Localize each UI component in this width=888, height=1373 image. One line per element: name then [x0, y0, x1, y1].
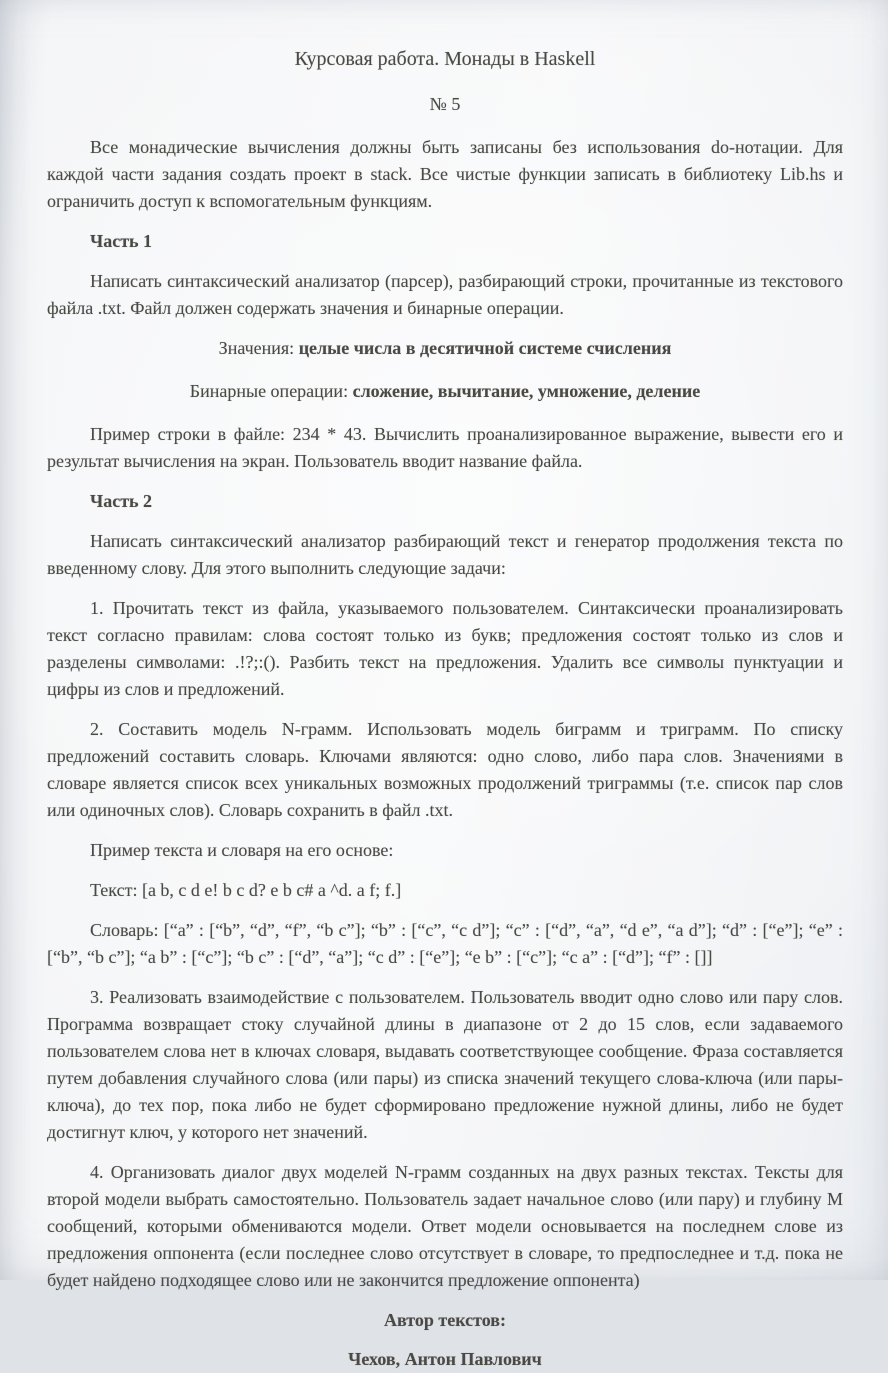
- values-text: целые числа в десятичной системе счисления: [299, 338, 672, 358]
- part2-heading: Часть 2: [47, 488, 843, 515]
- values-line: [47, 335, 843, 362]
- part1-example-paragraph: Пример строки в файле: 234 * 43. Вычислить проанализированное выражение, вывести его и результат вычисления на экран. Пользователь вводит название файла.: [47, 421, 843, 475]
- operations-label: Бинарные операции:: [190, 381, 348, 401]
- part1-task-paragraph: Написать синтаксический анализатор (парсер), разбирающий строки, прочитанные из текстового файла .txt. Файл должен содержать значения и бинарные операции.: [47, 268, 843, 322]
- example-dictionary-paragraph: Словарь: [“a” : [“b”, “d”, “f”, “b c”]; “b” : [“c”, “c d”]; “c” : [“d”, “a”, “d e”, “a d”]; “d” : [“e”]; “e” : [“b”, “b c”]; “a b” : [“c”]; “b c” : [“d”, “a”]; “c d” : [“e”]; “e b” : [“c”]; “c a” : [“d”]; “f” : []]: [47, 917, 843, 971]
- example-text-paragraph: Текст: [a b, c d e! b c d? e b c# a ^d. a f; f.]: [47, 877, 843, 904]
- example-intro-paragraph: Пример текста и словаря на его основе:: [47, 837, 843, 864]
- operations-text: сложение, вычитание, умножение, деление: [353, 381, 701, 401]
- document-title: Курсовая работа. Монады в Haskell: [47, 46, 843, 72]
- part2-task-paragraph: Написать синтаксический анализатор разбирающий текст и генератор продолжения текста по введенному слову. Для этого выполнить следующие задачи:: [47, 528, 843, 582]
- values-label: Значения:: [219, 338, 295, 358]
- operations-line: [47, 378, 843, 405]
- part2-item-3: 3. Реализовать взаимодействие с пользователем. Пользователь вводит одно слово или пару слов. Программа возвращает стоку случайной длины в диапазоне от 2 до 15 слов, если задаваемого пользователем слова нет в ключах словаря, выдавать соответствующее сообщение. Фраза составляется путем добавления случайного слова (или пары) из списка значений текущего слова-ключа (или пары-ключа), до тех пор, пока либо не будет сформировано предложение нужной длины, либо не будет достигнут ключ, у которого нет значений.: [47, 984, 843, 1146]
- intro-paragraph: Все монадические вычисления должны быть записаны без использования do-нотации. Для каждой части задания создать проект в stack. Все чистые функции записать в библиотеку Lib.hs и ограничить доступ к вспомогательным функциям.: [47, 134, 843, 215]
- variant-number: № 5: [47, 91, 843, 117]
- author-label: Автор текстов:: [47, 1307, 843, 1334]
- part2-item-4: 4. Организовать диалог двух моделей N-грамм созданных на двух разных текстах. Тексты для второй модели выбрать самостоятельно. Пользователь задает начальное слово (или пару) и глубину М сообщений, которыми обмениваются модели. Ответ модели основывается на последнем слове из предложения оппонента (если последнее слово отсутствует в словаре, то предпоследнее и т.д. пока не будет найдено подходящее слово или не закончится предложение оппонента): [47, 1159, 843, 1294]
- part2-item-2: 2. Составить модель N-грамм. Использовать модель биграмм и триграмм. По списку предложений составить словарь. Ключами являются: одно слово, либо пара слов. Значениями в словаре является список всех уникальных возможных продолжений триграммы (т.е. список пар слов или одиночных слов). Словарь сохранить в файл .txt.: [47, 716, 843, 824]
- part2-item-1: 1. Прочитать текст из файла, указываемого пользователем. Синтаксически проанализировать текст согласно правилам: слова состоят только из букв; предложения состоят только из слов и разделены символами: .!?;:(). Разбить текст на предложения. Удалить все символы пунктуации и цифры из слов и предложений.: [47, 595, 843, 703]
- part1-heading: Часть 1: [47, 228, 843, 255]
- author-name: Чехов, Антон Павлович: [47, 1346, 843, 1373]
